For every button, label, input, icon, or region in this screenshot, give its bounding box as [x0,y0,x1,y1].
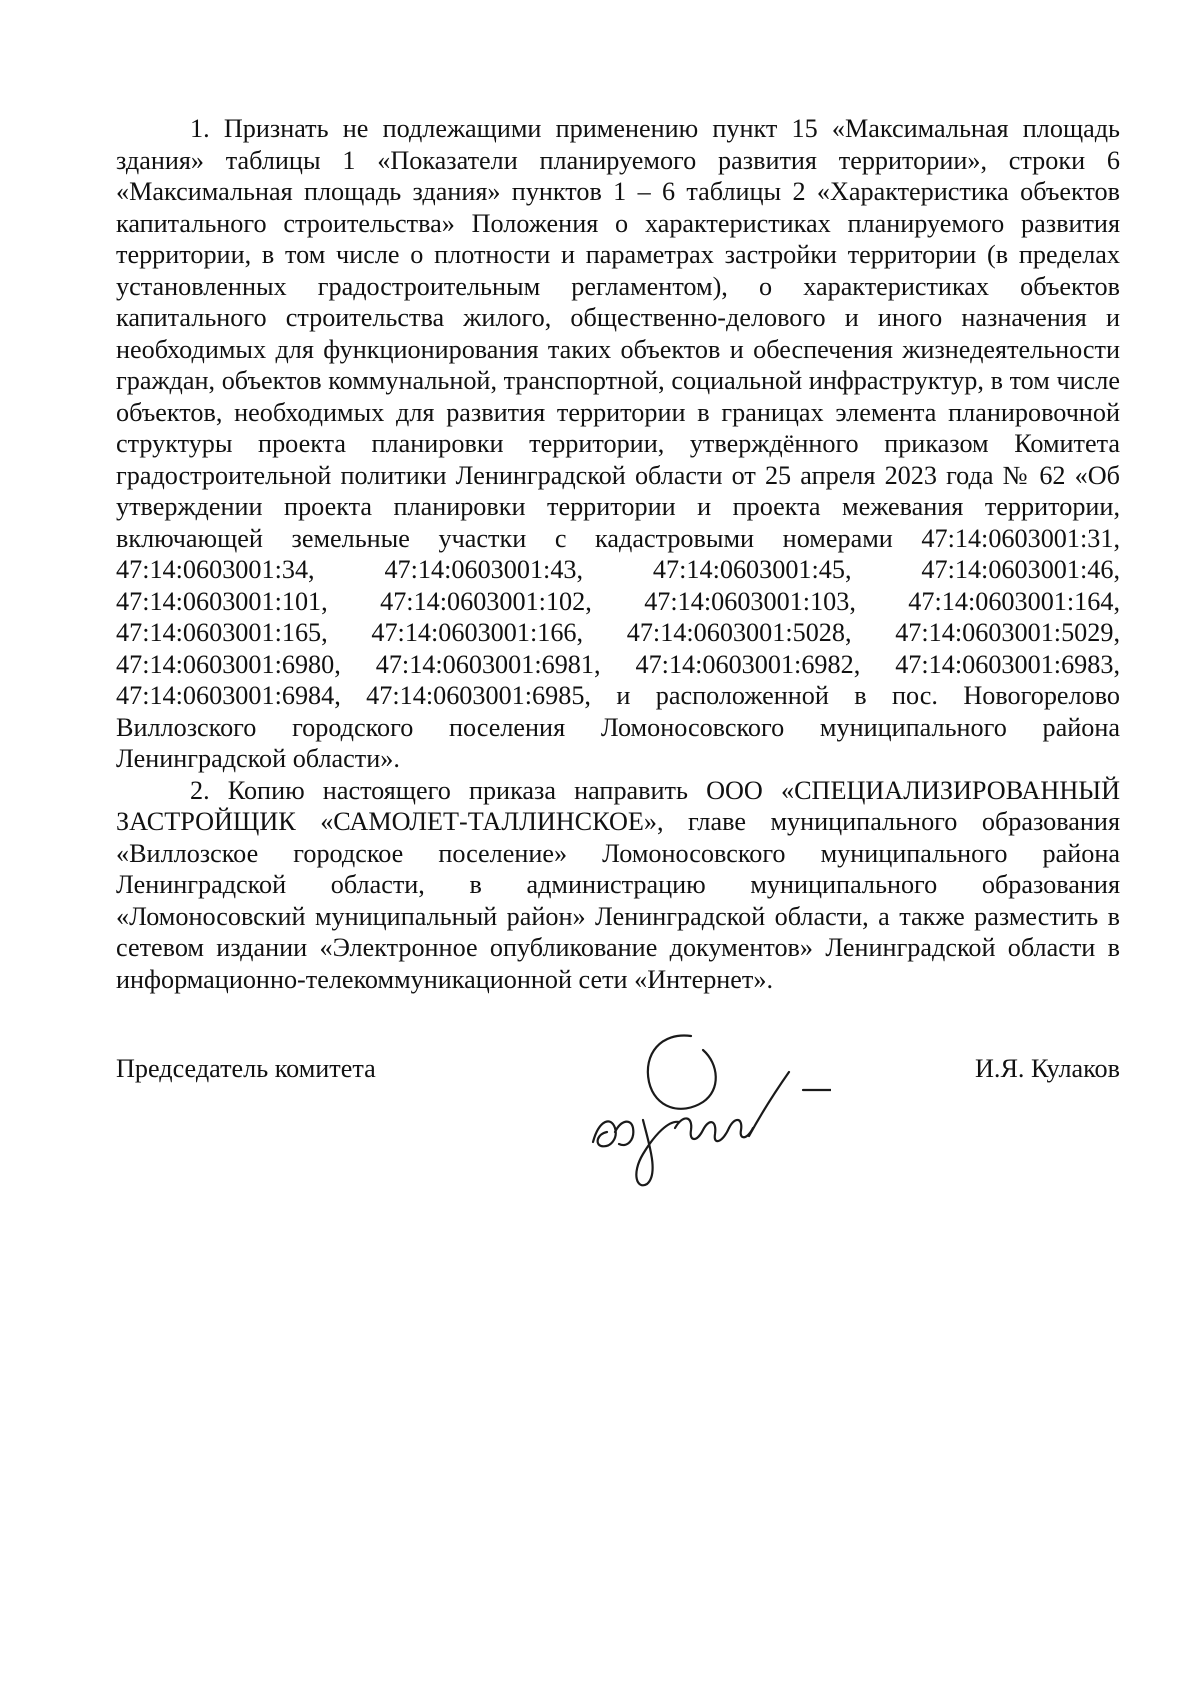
paragraph-2: 2. Копию настоящего приказа направить ООО «СПЕЦИАЛИЗИРОВАННЫЙ ЗАСТРОЙЩИК «САМОЛЕТ-ТАЛЛИНСКОЕ», главе муниципального образования «Виллозское городское поселение» Ломоносовского муниципального района Ленинградской области, в администрацию муниципального образования «Ломоносовский муниципальный район» Ленинградской области, а также разместить в сетевом издании «Электронное опубликование документов» Ленинградской области в информационно-телекоммуникационной сети «Интернет». [116,775,1120,994]
paragraph-1: 1. Признать не подлежащими применению пункт 15 «Максимальная площадь здания» таблицы 1 «Показатели планируемого развития территории», строки 6 «Максимальная площадь здания» пунктов 1 – 6 таблицы 2 «Характеристика объектов капитального строительства» Положения о характеристиках планируемого развития территории, в том числе о плотности и параметрах застройки территории (в пределах установленных градостроительным регламентом), о характеристиках объектов капитального строительства жилого, общественно-делового и иного назначения и необходимых для функционирования таких объектов и обеспечения жизнедеятельности граждан, объектов коммунальной, транспортной, социальной инфраструктур, в том числе объектов, необходимых для развития территории в границах элемента планировочной структуры проекта планировки территории, утверждённого приказом Комитета градостроительной политики Ленинградской области от 25 апреля 2023 года № 62 «Об утверждении проекта планировки территории и проекта межевания территории, включающей земельные участки с кадастровыми номерами 47:14:0603001:31, 47:14:0603001:34, 47:14:0603001:43, 47:14:0603001:45, 47:14:0603001:46, 47:14:0603001:101, 47:14:0603001:102, 47:14:0603001:103, 47:14:0603001:164, 47:14:0603001:165, 47:14:0603001:166, 47:14:0603001:5028, 47:14:0603001:5029, 47:14:0603001:6980, 47:14:0603001:6981, 47:14:0603001:6982, 47:14:0603001:6983, 47:14:0603001:6984, 47:14:0603001:6985, и расположенной в пос. Новогорелово Виллозского городского поселения Ломоносовского муниципального района Ленинградской области». [116,114,1120,773]
signer-name: И.Я. Кулаков [974,1054,1120,1083]
document-body [116,113,1120,995]
signer-title: Председатель комитета [116,1054,376,1083]
handwritten-signature [571,1024,831,1194]
signature-block [116,1040,1120,1200]
